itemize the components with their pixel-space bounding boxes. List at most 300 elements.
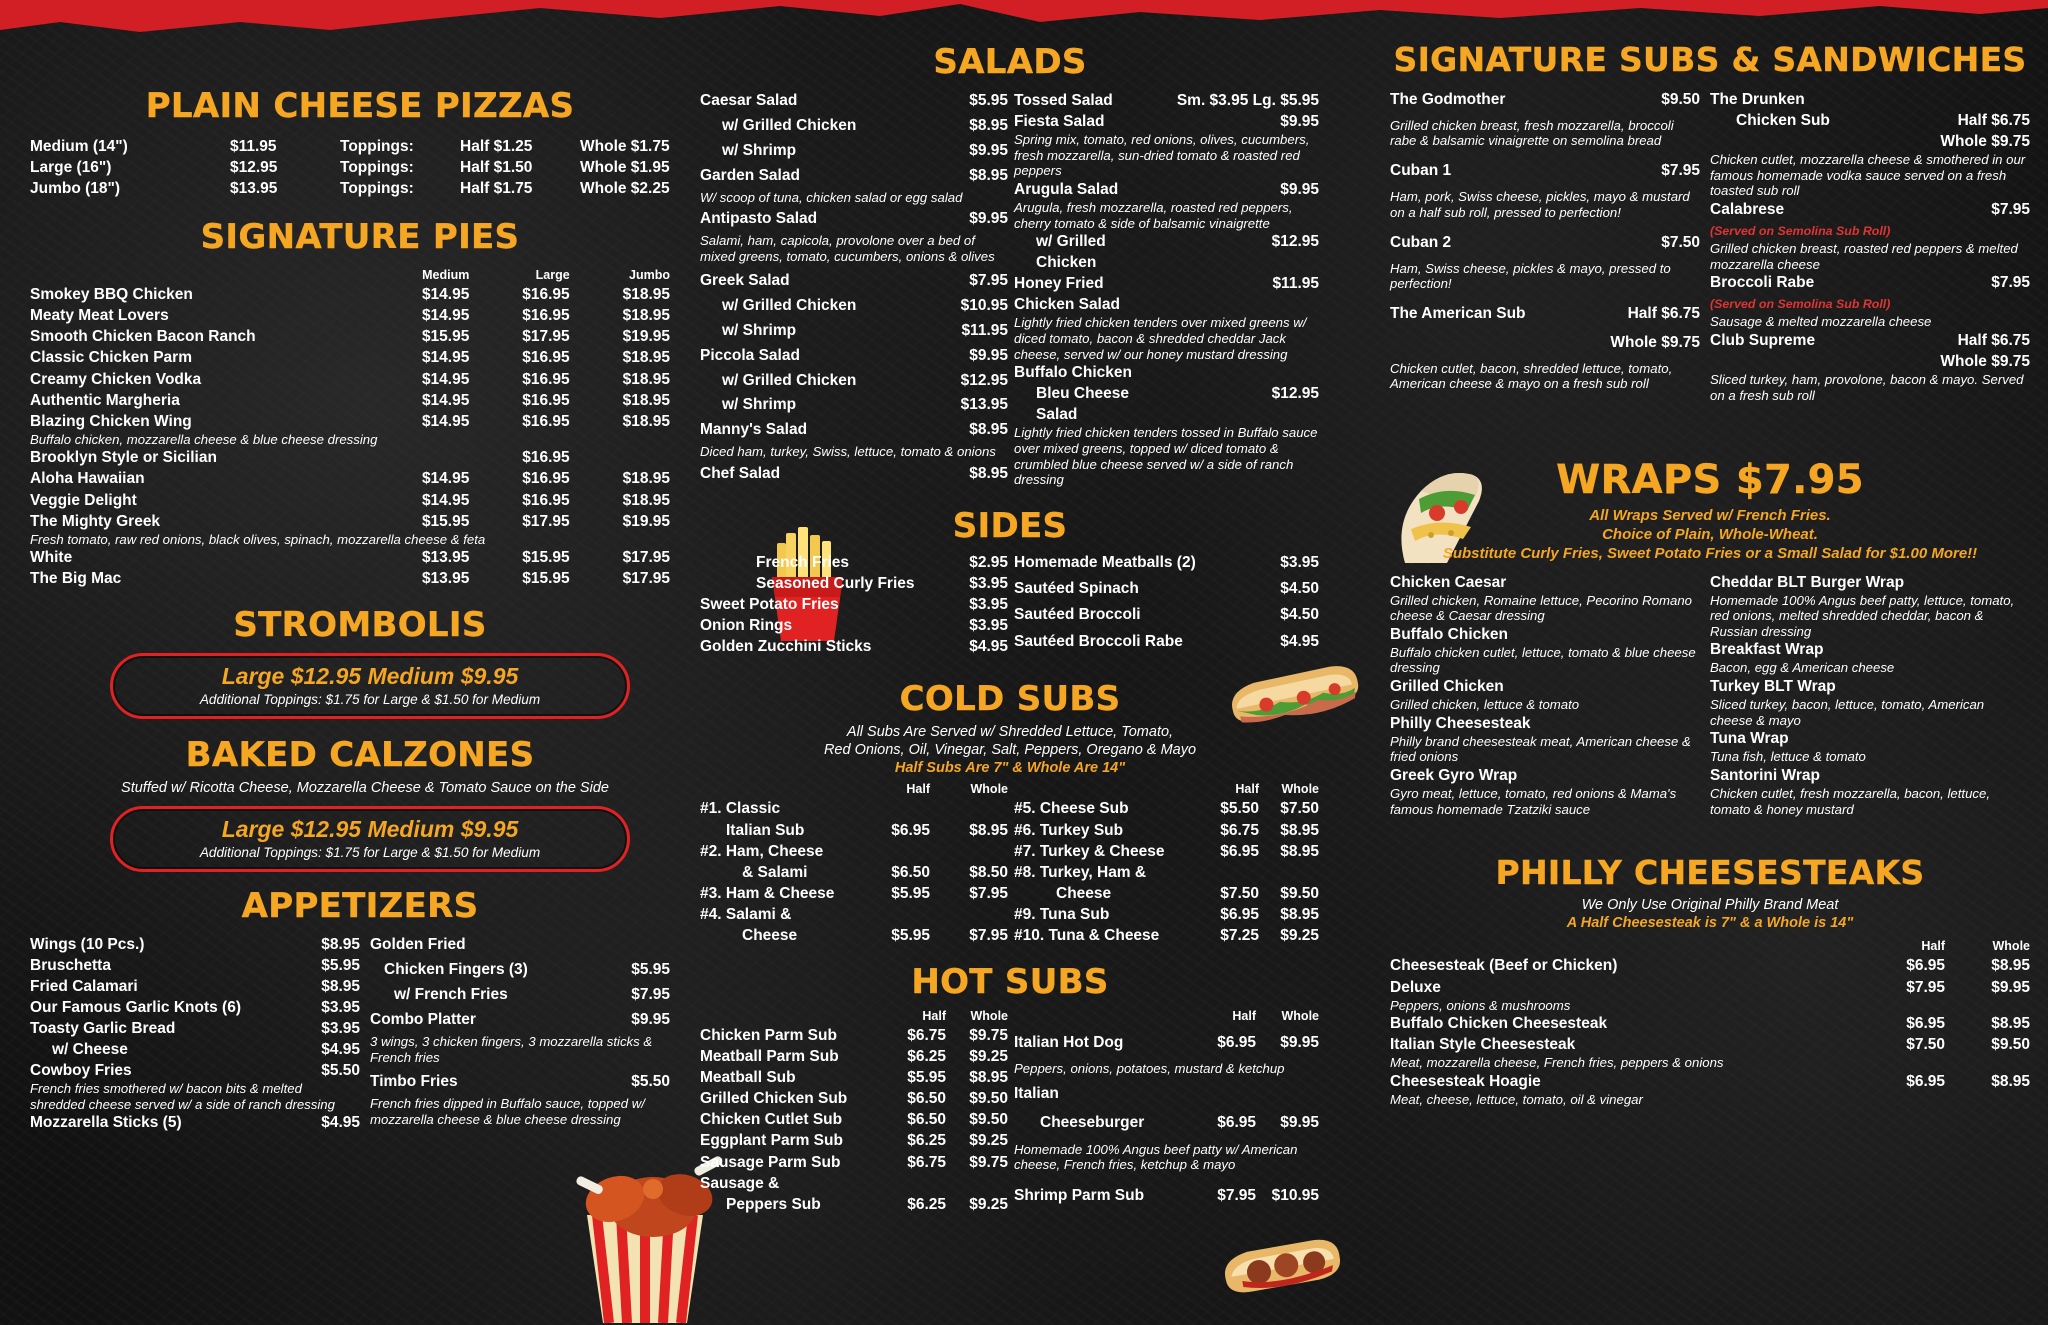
table-row <box>1014 111 1319 132</box>
table-row <box>1390 189 1700 232</box>
table-row <box>30 447 670 468</box>
item-name: #1. Classic <box>700 800 781 818</box>
item-name: Cuban 1 <box>1390 162 1452 180</box>
table-row <box>1014 552 1319 578</box>
table-row <box>1390 713 1700 734</box>
cold-subs-note-3: Half Subs Are 7" & Whole Are 14" <box>894 760 1126 777</box>
price-half: $6.95 <box>891 821 930 839</box>
table-row <box>30 568 670 589</box>
appetizers-left-table <box>30 934 360 1134</box>
item-name: Fried Calamari <box>30 977 138 995</box>
table-row <box>1390 118 1700 161</box>
table-row <box>30 411 670 432</box>
table-row <box>1014 179 1319 200</box>
table-row <box>700 862 1008 883</box>
item-price: $9.95 <box>1280 180 1319 198</box>
item-name: The Drunken <box>1710 91 1805 108</box>
price-whole: $9.25 <box>969 1132 1008 1150</box>
item-name: Cheddar BLT Burger Wrap <box>1710 573 1905 591</box>
item-name: Fiesta Salad <box>1014 113 1105 131</box>
item-name: French Fries <box>756 553 850 571</box>
column-header-half: Half <box>1921 939 1945 954</box>
item-name: Onion Rings <box>700 616 793 634</box>
item-name: Cheesesteak (Beef or Chicken) <box>1390 957 1618 975</box>
table-row <box>1390 676 1700 697</box>
item-name: Sausage Parm Sub <box>700 1153 841 1171</box>
item-price: $5.95 <box>321 956 360 974</box>
item-name: Cheesesteak Hoagie <box>1390 1072 1541 1090</box>
item-name: Chicken Caesar <box>1390 573 1507 591</box>
item-price: $4.50 <box>1280 580 1319 598</box>
price-whole <box>946 1173 1008 1194</box>
price-medium: $14.95 <box>421 491 470 509</box>
price-large: $16.95 <box>522 349 570 367</box>
section-title-signature-subs: SIGNATURE SUBS & SANDWICHES <box>1393 40 2027 79</box>
price-jumbo: $19.95 <box>622 328 670 346</box>
calzones-note: Additional Toppings: $1.75 for Large & $1.50 for Medium <box>199 844 541 860</box>
table-row <box>370 1009 670 1034</box>
item-price: $9.50 <box>1661 91 1700 108</box>
table-row <box>30 1018 360 1039</box>
table-row <box>700 1046 1008 1067</box>
item-price: $4.50 <box>1280 606 1319 624</box>
table-row <box>30 1081 360 1112</box>
table-row <box>1710 728 2030 749</box>
table-row <box>1390 1071 2030 1092</box>
item-description: Ham, Swiss cheese, pickles & mayo, pressed to perfection! <box>1390 260 1671 292</box>
wraps-note-3: Substitute Curly Fries, Sweet Potato Fries or a Small Salad for $1.00 More!! <box>1442 544 1978 562</box>
price-whole: $9.95 <box>1991 978 2030 996</box>
column-header-medium: Medium <box>422 268 470 283</box>
price-whole: $9.50 <box>1280 884 1319 902</box>
table-row <box>700 463 1008 488</box>
price-medium: $15.95 <box>421 512 470 530</box>
price-medium <box>361 447 469 468</box>
table-row <box>1014 904 1319 925</box>
price-jumbo: $18.95 <box>622 307 670 325</box>
item-description: Sausage & melted mozzarella cheese <box>1710 314 1932 330</box>
price-whole: $9.25 <box>969 1195 1008 1213</box>
table-row <box>1710 330 2030 351</box>
price-whole: $8.95 <box>1991 1015 2030 1033</box>
table-row <box>30 468 670 489</box>
price-medium: $14.95 <box>421 307 470 325</box>
item-price: $11.95 <box>1272 275 1319 293</box>
item-description: Ham, pork, Swiss cheese, pickles, mayo & mustard on a half sub roll, pressed to perfection! <box>1390 189 1690 220</box>
red-torn-banner <box>0 0 2048 34</box>
price-whole: $8.95 <box>1280 905 1319 923</box>
price-half: $5.95 <box>891 884 930 902</box>
table-row <box>700 1173 1008 1194</box>
price-whole: $9.95 <box>1280 1114 1319 1132</box>
calzones-price-badge <box>110 806 630 872</box>
item-description: Tuna fish, lettuce & tomato <box>1710 749 1866 765</box>
item-name: Santorini Wrap <box>1710 766 1820 784</box>
table-row <box>700 270 1008 295</box>
table-row <box>30 432 670 448</box>
item-name: Seasoned Curly Fries <box>756 574 915 592</box>
item-price: $8.95 <box>969 116 1008 134</box>
column-header-half: Half <box>906 782 930 797</box>
table-row <box>1390 765 1700 786</box>
item-price: $3.95 <box>321 998 360 1016</box>
item-description: Fresh tomato, raw red onions, black olives, spinach, mozzarella cheese & feta <box>30 531 486 547</box>
item-name: Tuna Wrap <box>1710 730 1789 748</box>
item-price <box>600 934 670 959</box>
wraps-right-table <box>1710 572 2030 818</box>
price-whole: $8.95 <box>1280 842 1319 860</box>
item-price-whole: Whole $9.75 <box>1940 133 2030 151</box>
right-column <box>1390 40 2030 1108</box>
item-description: Grilled chicken, lettuce & tomato <box>1390 697 1580 713</box>
table-row <box>1014 132 1319 179</box>
meatball-sub-image <box>1215 1230 1350 1310</box>
item-name: & Salami <box>742 863 808 881</box>
item-name: Smokey BBQ Chicken <box>30 286 193 304</box>
item-name: Sautéed Spinach <box>1014 580 1139 598</box>
table-row <box>700 190 1008 208</box>
item-description: Sliced turkey, ham, provolone, bacon & mayo. Served on a fresh sub roll <box>1710 372 2024 403</box>
table-row <box>700 444 1008 462</box>
sides-left-table <box>700 552 1008 657</box>
table-row <box>700 419 1008 444</box>
table-row <box>1390 624 1700 645</box>
strombolis-price: Large $12.95 Medium $9.95 <box>221 663 519 690</box>
item-name: Mozzarella Sticks (5) <box>30 1114 182 1132</box>
table-row <box>700 636 1008 657</box>
item-price: $11.95 <box>230 138 277 155</box>
item-name: Eggplant Parm Sub <box>700 1132 843 1150</box>
price-large: $15.95 <box>522 570 570 588</box>
item-name: Chicken Cutlet Sub <box>700 1111 843 1129</box>
philly-note-2: A Half Cheesesteak is 7" & a Whole is 14" <box>1566 915 1854 932</box>
price-large: $16.95 <box>522 470 570 488</box>
table-row <box>1710 697 2030 728</box>
toppings-label: Toppings: <box>340 138 414 155</box>
item-name: Sweet Potato Fries <box>700 595 839 613</box>
item-name: The Big Mac <box>30 570 122 588</box>
item-description: Chicken cutlet, mozzarella cheese & smothered in our famous homemade vodka sauce served on a fresh toasted sub roll <box>1710 152 2026 199</box>
price-half: $6.25 <box>907 1048 946 1066</box>
item-description: Meat, cheese, lettuce, tomato, oil & vinegar <box>1390 1091 1643 1107</box>
item-name: Garden Salad <box>700 166 800 184</box>
item-name: Philly Cheesesteak <box>1390 714 1531 732</box>
price-half <box>850 841 930 862</box>
price-whole: $9.75 <box>969 1027 1008 1045</box>
item-price: $7.95 <box>1991 200 2030 218</box>
table-row <box>1390 1055 2030 1071</box>
table-row <box>1390 261 1700 304</box>
item-description: French fries smothered w/ bacon bits & melted shredded cheese served w/ a side of ranch dressing <box>30 1081 335 1112</box>
section-title-sides: SIDES <box>952 505 1068 546</box>
item-name: Shrimp Parm Sub <box>1014 1187 1145 1205</box>
item-price: $12.95 <box>1271 233 1319 251</box>
price-medium: $14.95 <box>421 286 470 304</box>
signature-subs-right-table <box>1710 89 2030 403</box>
table-row <box>30 997 360 1018</box>
table-row <box>1014 1083 1319 1112</box>
price-large: $17.95 <box>522 328 570 346</box>
table-row <box>30 1039 360 1060</box>
table-row <box>700 615 1008 636</box>
item-price: $12.95 <box>230 159 278 177</box>
price-whole: $9.75 <box>969 1153 1008 1171</box>
toppings-label: Toppings: <box>340 159 414 177</box>
item-name: Classic Chicken Parm <box>30 349 192 367</box>
table-row <box>30 369 670 390</box>
section-title-appetizers: APPETIZERS <box>241 885 479 926</box>
price-whole <box>930 841 1008 862</box>
table-row <box>1710 572 2030 593</box>
item-price: $12.95 <box>960 371 1008 389</box>
table-row <box>1710 152 2030 199</box>
item-name: #9. Tuna Sub <box>1014 905 1110 923</box>
price-half: $7.95 <box>1217 1187 1256 1205</box>
price-medium: $14.95 <box>421 391 470 409</box>
table-row <box>1390 977 2030 998</box>
salads-left-table <box>700 90 1008 488</box>
column-header-half: Half <box>1235 782 1259 797</box>
table-row <box>1014 1142 1319 1186</box>
table-row <box>1390 1034 2030 1055</box>
sides-right-table <box>1014 552 1319 657</box>
item-price: $7.95 <box>1661 162 1700 180</box>
price-whole: $7.95 <box>969 926 1008 944</box>
price-half: $6.25 <box>907 1132 946 1150</box>
item-description: Chicken cutlet, fresh mozzarella, bacon, lettuce, tomato & honey mustard <box>1710 786 1991 817</box>
item-price: $11.95 <box>961 321 1008 339</box>
price-large: $16.95 <box>522 412 570 430</box>
half-price: Half $1.50 <box>460 159 533 177</box>
price-jumbo: $17.95 <box>622 570 670 588</box>
item-price: $13.95 <box>230 180 278 198</box>
price-half: $7.25 <box>1220 926 1259 944</box>
price-whole: $9.95 <box>1280 1033 1319 1051</box>
section-title-hot-subs: HOT SUBS <box>911 962 1109 1003</box>
table-row <box>1014 841 1319 862</box>
table-row <box>1710 676 2030 697</box>
price-half <box>878 1173 946 1194</box>
item-description: Chicken cutlet, bacon, shredded lettuce, tomato, American cheese & mayo on a fresh sub roll <box>1390 360 1673 392</box>
philly-note-1: We Only Use Original Philly Brand Meat <box>1581 897 1839 914</box>
whole-price: Whole $2.25 <box>580 180 670 198</box>
table-row <box>700 345 1008 370</box>
table-row <box>30 326 670 347</box>
item-price: $3.95 <box>969 616 1008 634</box>
price-half: $6.25 <box>907 1195 946 1213</box>
table-row <box>370 1071 670 1096</box>
item-name: The Godmother <box>1390 91 1506 108</box>
item-price: $5.50 <box>321 1062 360 1079</box>
price-medium: $14.95 <box>421 349 470 367</box>
item-name: Grilled Chicken Sub <box>700 1090 848 1108</box>
signature-subs-left-table <box>1390 89 1700 403</box>
price-large: $16.95 <box>522 449 570 467</box>
item-name: w/ Shrimp <box>722 321 797 339</box>
price-half: $6.50 <box>907 1111 946 1129</box>
item-description: Bacon, egg & American cheese <box>1710 660 1895 676</box>
item-price: $5.95 <box>969 92 1008 109</box>
column-header-half: Half <box>1232 1009 1256 1024</box>
price-half: $7.50 <box>1906 1036 1945 1054</box>
item-description: Peppers, onions, potatoes, mustard & ketchup <box>1014 1061 1285 1077</box>
price-whole: $10.95 <box>1271 1187 1319 1205</box>
price-jumbo: $18.95 <box>622 491 670 509</box>
item-price <box>1134 362 1319 383</box>
item-description: Homemade 100% Angus beef patty w/ American cheese, French fries, ketchup & mayo <box>1014 1141 1298 1173</box>
table-row <box>700 140 1008 165</box>
table-row <box>1014 383 1319 425</box>
item-price: $9.95 <box>1280 113 1319 131</box>
table-row <box>700 115 1008 140</box>
table-row <box>700 904 1008 925</box>
item-price: $9.95 <box>969 346 1008 364</box>
calzones-price: Large $12.95 Medium $9.95 <box>221 815 519 842</box>
table-row <box>1390 998 2030 1014</box>
table-row <box>1014 231 1319 273</box>
table-row <box>1390 1092 2030 1108</box>
price-half: $6.50 <box>907 1090 946 1108</box>
item-name: Cheese <box>742 926 798 944</box>
table-row <box>700 573 1008 594</box>
item-name: w/ Grilled Chicken <box>722 371 857 389</box>
philly-table <box>1390 938 2030 1107</box>
item-price: $8.95 <box>321 977 360 995</box>
table-row <box>1014 883 1319 904</box>
item-name: #4. Salami & <box>700 905 792 923</box>
item-description: Grilled chicken breast, fresh mozzarella, broccoli rabe & balsamic vinaigrette on semolina bread <box>1390 117 1674 149</box>
plain-cheese-table <box>30 136 670 199</box>
price-jumbo: $19.95 <box>622 512 670 530</box>
price-whole: $8.50 <box>969 863 1008 881</box>
item-price: Sm. $3.95 Lg. $5.95 <box>1176 92 1319 109</box>
table-row <box>1710 765 2030 786</box>
item-name: Brooklyn Style or Sicilian <box>30 449 217 467</box>
table-row <box>700 1194 1008 1215</box>
column-header-half: Half <box>922 1009 946 1024</box>
table-row <box>1710 199 2030 220</box>
item-name: #6. Turkey Sub <box>1014 821 1124 839</box>
item-description: Salami, ham, capicola, provolone over a bed of mixed greens, tomato, cucumbers, onions & olives <box>700 233 995 264</box>
table-row <box>370 984 670 1009</box>
price-jumbo <box>570 447 670 468</box>
half-price: Half $1.25 <box>460 138 533 155</box>
middle-column <box>700 42 1320 1215</box>
item-price: $5.95 <box>631 960 670 978</box>
price-jumbo: $18.95 <box>622 470 670 488</box>
item-name: Large (16") <box>30 159 112 177</box>
table-row <box>30 305 670 326</box>
section-title-cold-subs: COLD SUBS <box>899 679 1121 720</box>
table-row <box>700 1130 1008 1151</box>
price-half: $6.50 <box>891 863 930 881</box>
item-price: $2.95 <box>969 553 1008 571</box>
table-row <box>30 976 360 997</box>
table-row <box>30 178 670 199</box>
item-name: Caesar Salad <box>700 92 798 109</box>
table-row <box>700 1109 1008 1130</box>
item-name: Meatball Parm Sub <box>700 1048 839 1066</box>
table-row <box>30 1112 360 1133</box>
item-description: Homemade 100% Angus beef patty, lettuce, tomato, red onions, melted shredded cheddar, bacon & Russian dressing <box>1710 592 2015 639</box>
table-row <box>1014 315 1319 362</box>
item-price: $4.95 <box>969 638 1008 656</box>
table-row <box>370 1034 670 1071</box>
column-header-whole: Whole <box>1992 939 2030 954</box>
table-row <box>700 1088 1008 1109</box>
item-name: Cuban 2 <box>1390 233 1452 251</box>
table-row <box>1710 351 2030 372</box>
table-row <box>1390 786 1700 817</box>
table-row <box>1014 1112 1319 1141</box>
table-row <box>1014 1061 1319 1083</box>
item-name: Chicken Parm Sub <box>700 1027 837 1045</box>
item-price-whole: Whole $9.75 <box>1610 333 1700 351</box>
price-whole <box>930 798 1008 819</box>
item-name: Meaty Meat Lovers <box>30 307 169 325</box>
item-description: Arugula, fresh mozzarella, roasted red peppers, cherry tomato & side of balsamic vinaigrette <box>1014 199 1293 231</box>
table-row <box>1710 293 2030 314</box>
item-name: #5. Cheese Sub <box>1014 800 1129 818</box>
item-description: W/ scoop of tuna, chicken salad or egg salad <box>700 189 963 205</box>
table-row <box>30 390 670 411</box>
item-price: $13.95 <box>960 396 1008 414</box>
cold-subs-note-1: All Subs Are Served w/ Shredded Lettuce, Tomato, <box>846 724 1174 741</box>
item-name: Combo Platter <box>370 1010 476 1028</box>
table-row <box>1014 862 1319 883</box>
column-header-jumbo: Jumbo <box>629 268 670 283</box>
item-name: Sausage & <box>700 1174 780 1192</box>
item-name: w/ Shrimp <box>722 396 797 414</box>
item-price: $4.95 <box>321 1114 360 1132</box>
cold-subs-left-table <box>700 781 1008 946</box>
price-whole <box>1259 862 1319 883</box>
price-medium: $14.95 <box>421 370 470 388</box>
item-name: Veggie Delight <box>30 491 137 509</box>
item-price-whole: Whole $9.75 <box>1940 353 2030 371</box>
table-row <box>1014 1032 1319 1061</box>
table-row <box>1710 89 2030 110</box>
table-row <box>370 959 670 984</box>
item-name: Wings (10 Pcs.) <box>30 935 145 953</box>
price-large: $16.95 <box>522 286 570 304</box>
item-price: $8.95 <box>969 421 1008 439</box>
table-row <box>1014 273 1319 315</box>
table-row <box>30 511 670 532</box>
table-row <box>30 547 670 568</box>
price-whole: $8.95 <box>1280 821 1319 839</box>
table-row <box>1710 593 2030 640</box>
table-row <box>1710 272 2030 293</box>
item-price: $7.95 <box>969 271 1008 289</box>
item-name: Chicken Fingers (3) <box>384 960 528 978</box>
item-description: Buffalo chicken, mozzarella cheese & blue cheese dressing <box>30 431 378 447</box>
table-row <box>1710 241 2030 272</box>
price-jumbo: $18.95 <box>622 370 670 388</box>
item-description: Lightly fried chicken tenders over mixed greens w/ diced tomato, bacon & shredded cheddar Jack cheese, served w/ our honey mustard dressing <box>1014 315 1307 362</box>
signature-pies-table <box>30 267 670 589</box>
price-half: $6.95 <box>1217 1114 1256 1132</box>
item-price <box>1910 89 2030 110</box>
table-row <box>700 841 1008 862</box>
item-name: Italian Sub <box>726 821 805 839</box>
table-row <box>700 208 1008 233</box>
price-large: $17.95 <box>522 512 570 530</box>
item-name: Sautéed Broccoli <box>1014 606 1141 624</box>
table-row <box>700 295 1008 320</box>
item-name: Medium (14") <box>30 138 128 155</box>
item-price: $9.95 <box>631 1010 670 1028</box>
